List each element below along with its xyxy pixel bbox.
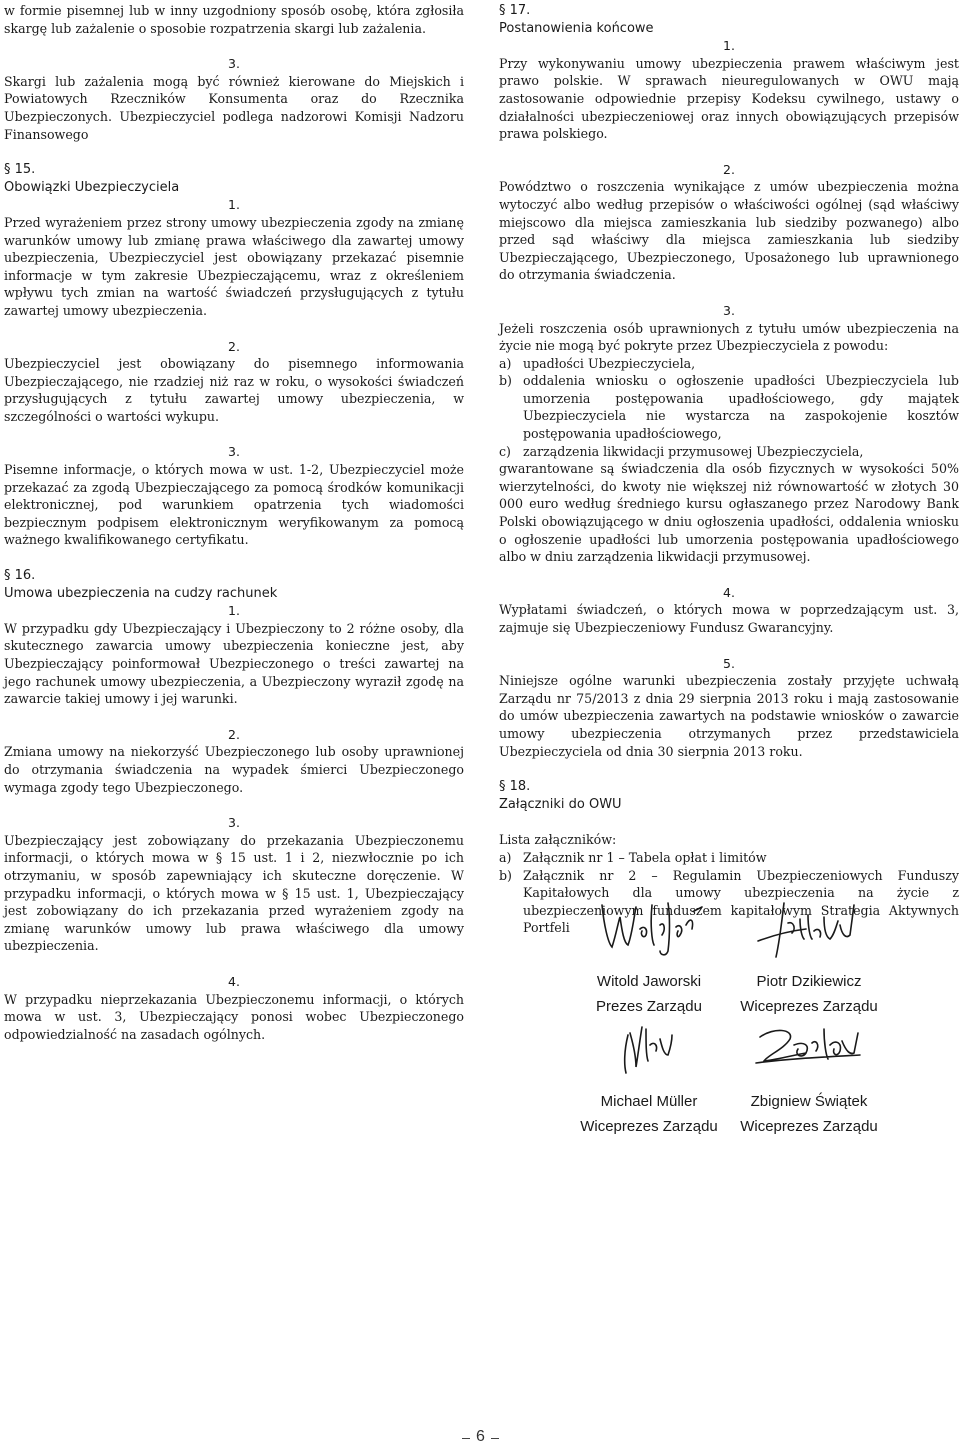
right-column xyxy=(499,2,959,937)
paragraph-number: 4. xyxy=(723,584,735,600)
section-16-paragraph-3: Ubezpieczający jest zobowiązany do przekazania Ubezpieczonemu informacji, o których mowa w § 15 ust. 1 i 2, niezwłocznie po ich otrzymaniu, w sposób zapewniający ich skuteczne doręczenie. W przypadku informacji, o których mowa w § 15 ust. 1, Ubezpieczający jest zobowiązany do ich przekazania przed wyrażeniem zgody na zmianę warunków umowy lub prawa właściwego dla umowy ubezpieczenia. xyxy=(4,832,464,954)
signature-image xyxy=(754,1015,864,1081)
paragraph-number: 3. xyxy=(228,444,240,460)
section-17-paragraph-3: Jeżeli roszczenia osób uprawnionych z tytułu umów ubezpieczenia na życie nie mogą być pokryte przez Ubezpieczyciela z powodu: xyxy=(499,320,959,354)
section-17-paragraph-3-tail: gwarantowane są świadczenia dla osób fizycznych w wysokości 50% wierzytelności, do kwoty nie większej niż równowartość w złotych 30 000 euro według średniego kursu ogłaszanego przez Narodowy Bank Polski obowiązującego w dniu ogłoszenia upadłości, oddalenia wniosku o ogłoszenie upadłości lub umorzenia postępowania upadłościowego albo w dniu zarządzenia likwidacji przymusowej. xyxy=(499,461,959,565)
list-item-text: Załącznik nr 1 – Tabela opłat i limitów xyxy=(523,849,767,865)
section-16-paragraph-1: W przypadku gdy Ubezpieczający i Ubezpieczony to 2 różne osoby, dla skutecznego zawarcia umowy ubezpieczenia konieczne jest, aby Ubezpieczający poinformował Ubezpieczonego o treści zawartej na jego rachunek umowy ubezpieczenia, a Ubezpieczony wyraził zgodę na zawarcie takiej umowy i jej warunki. xyxy=(4,620,464,707)
signatory-role: Wiceprezes Zarządu xyxy=(580,1118,718,1135)
paragraph-number: 1. xyxy=(228,197,240,213)
section-18-number: § 18. xyxy=(499,779,531,795)
list-marker: a) xyxy=(499,849,512,865)
signatory-role: Wiceprezes Zarządu xyxy=(740,1118,878,1135)
section-16-number: § 16. xyxy=(4,568,36,584)
paragraph-number: 3. xyxy=(723,302,735,318)
intro-paragraph: w formie pisemnej lub w inny uzgodniony sposób osobę, która zgłosiła skargę lub zażalenie o sposobie rozpatrzenia skargi lub zażalenia. xyxy=(4,3,464,36)
complaints-paragraph: Skargi lub zażalenia mogą być również kierowane do Miejskich i Powiatowych Rzeczników Konsumenta oraz do Rzecznika Ubezpieczonych. Ubezpieczyciel podlega nadzorowi Komisji Nadzoru Finansowego xyxy=(4,73,464,142)
paragraph-number: 5. xyxy=(723,655,735,671)
section-17-paragraph-2: Powództwo o roszczenia wynikające z umów ubezpieczenia można wytoczyć albo według przepisów o właściwości ogólnej (sąd właściwy miejscowo dla miejsca zamieszkania lub siedziby pozwanego) albo przed sąd właściwy dla miejsca zamieszkania lub siedziby Ubezpieczającego, Ubezpieczonego, Uposażonego lub uprawnionego do otrzymania świadczenia. xyxy=(499,179,959,283)
list-marker: a) xyxy=(499,355,512,371)
list-item xyxy=(499,443,959,461)
attachments-list-title: Lista załączników: xyxy=(499,832,617,848)
list-marker: b) xyxy=(499,867,512,883)
section-15-paragraph-1: Przed wyrażeniem przez strony umowy ubezpieczenia zgody na zmianę warunków umowy lub zmianę prawa właściwego dla zawartej umowy ubezpieczenia, Ubezpieczyciel jest obowiązany przekazać pisemnie informacje w tym zakresie Ubezpieczającemu, wraz z określeniem wpływu tych zmian na wartość świadczeń przysługujących z tytułu zawartej umowy ubezpieczenia. xyxy=(4,214,464,318)
list-item xyxy=(499,372,959,442)
section-17-paragraph-1: Przy wykonywaniu umowy ubezpieczenia prawem właściwym jest prawo polskie. W sprawach nieuregulowanych w OWU mają zastosowanie odpowiednie przepisy Kodeksu cywilnego, ustawy o działalności ubezpieczeniowej oraz innych obowiązujących przepisów prawa polskiego. xyxy=(499,55,959,142)
page-footer xyxy=(0,1428,960,1448)
signatory-role: Wiceprezes Zarządu xyxy=(740,998,878,1015)
signatory-role: Prezes Zarządu xyxy=(596,998,702,1015)
section-17-paragraph-4: Wypłatami świadczeń, o których mowa w poprzedzającym ust. 3, zajmuje się Ubezpieczeniowy Fundusz Gwarancyjny. xyxy=(499,602,959,635)
section-17-number: § 17. xyxy=(499,3,531,18)
section-15-paragraph-2: Ubezpieczyciel jest obowiązany do pisemnego informowania Ubezpieczającego, nie rzadziej niż raz w roku, o wysokości świadczeń przysługujących z tytułu zawartej umowy ubezpieczenia, w szczególności o wartości wykupu. xyxy=(4,356,464,424)
signature-block xyxy=(569,895,729,1019)
paragraph-number: 4. xyxy=(228,973,240,989)
section-17-title: Postanowienia końcowe xyxy=(499,20,654,36)
section-15-number: § 15. xyxy=(4,162,36,178)
section-16-paragraph-4: W przypadku nieprzekazania Ubezpieczonemu informacji, o których mowa w ust. 3, Ubezpieczający ponosi wobec Ubezpieczonego odpowiedzialność na zasadach ogólnych. xyxy=(4,991,464,1042)
paragraph-number: 1. xyxy=(228,603,240,619)
section-16-title: Umowa ubezpieczenia na cudzy rachunek xyxy=(4,585,278,601)
list-item-text: oddalenia wniosku o ogłoszenie upadłości Ubezpieczyciela lub umorzenia postępowania upadłościowego, gdy majątek Ubezpieczyciela nie wystarcza na zaspokojenie kosztów postępowania upadłościowego, xyxy=(523,373,959,442)
list-item xyxy=(499,355,959,373)
signature-image xyxy=(594,895,704,961)
signature-block xyxy=(729,895,889,1019)
list-item-text: Załącznik nr 2 – Regulamin Ubezpieczeniowych Funduszy Kapitałowych dla umowy ubezpieczenia na życie z ubezpieczeniowym funduszem kapitałowym Strategia Aktywnych Portfeli xyxy=(523,867,959,936)
paragraph-number: 3. xyxy=(228,815,240,831)
list-marker: c) xyxy=(499,443,511,459)
list-item xyxy=(499,849,959,867)
list-item-text: zarządzenia likwidacji przymusowej Ubezpieczyciela, xyxy=(523,443,864,459)
signatures-block xyxy=(499,895,959,1145)
section-15-title: Obowiązki Ubezpieczyciela xyxy=(4,179,180,195)
signature-image xyxy=(754,895,864,961)
left-column xyxy=(4,2,464,1043)
paragraph-number: 2. xyxy=(228,338,240,354)
signatory-name: Piotr Dzikiewicz xyxy=(756,973,862,990)
signature-image xyxy=(594,1015,704,1081)
signatory-name: Witold Jaworski xyxy=(596,973,702,990)
paragraph-number: 2. xyxy=(723,161,735,177)
paragraph-number: 3. xyxy=(228,56,240,72)
section-16-paragraph-2: Zmiana umowy na niekorzyść Ubezpieczonego lub osoby uprawnionej do otrzymania świadczenia na wypadek śmierci Ubezpieczonego wymaga zgody tego Ubezpieczonego. xyxy=(4,744,464,795)
footer-dash xyxy=(462,1438,470,1439)
footer-dash xyxy=(491,1438,499,1439)
list-item-text: upadłości Ubezpieczyciela, xyxy=(523,355,696,371)
signature-block xyxy=(729,1015,889,1139)
list-marker: b) xyxy=(499,373,512,389)
page-number: 6 xyxy=(476,1428,485,1445)
section-17-paragraph-5: Niniejsze ogólne warunki ubezpieczenia zostały przyjęte uchwałą Zarządu nr 75/2013 z dnia 29 sierpnia 2013 roku i mają zastosowanie do umów ubezpieczenia zawartych na podstawie wniosków o zawarcie umowy ubezpieczenia otrzymanych przez przedstawiciela Ubezpieczyciela od dnia 30 sierpnia 2013 roku. xyxy=(499,673,959,759)
paragraph-number: 1. xyxy=(723,38,735,54)
section-17-paragraph-3-list xyxy=(499,355,959,461)
paragraph-number: 2. xyxy=(228,726,240,742)
section-15-paragraph-3: Pisemne informacje, o których mowa w ust. 1-2, Ubezpieczyciel może przekazać za zgodą Ubezpieczającego za pomocą środków komunikacji elektronicznej, pod warunkiem opatrzenia tych wiadomości bezpiecznym podpisem elektronicznym weryfikowanym za pomocą ważnego kwalifikowanego certyfikatu. xyxy=(4,462,464,548)
signatory-name: Michael Müller xyxy=(600,1093,698,1110)
signatory-name: Zbigniew Świątek xyxy=(750,1093,868,1110)
section-18-title: Załączniki do OWU xyxy=(499,796,622,812)
signature-block xyxy=(569,1015,729,1139)
